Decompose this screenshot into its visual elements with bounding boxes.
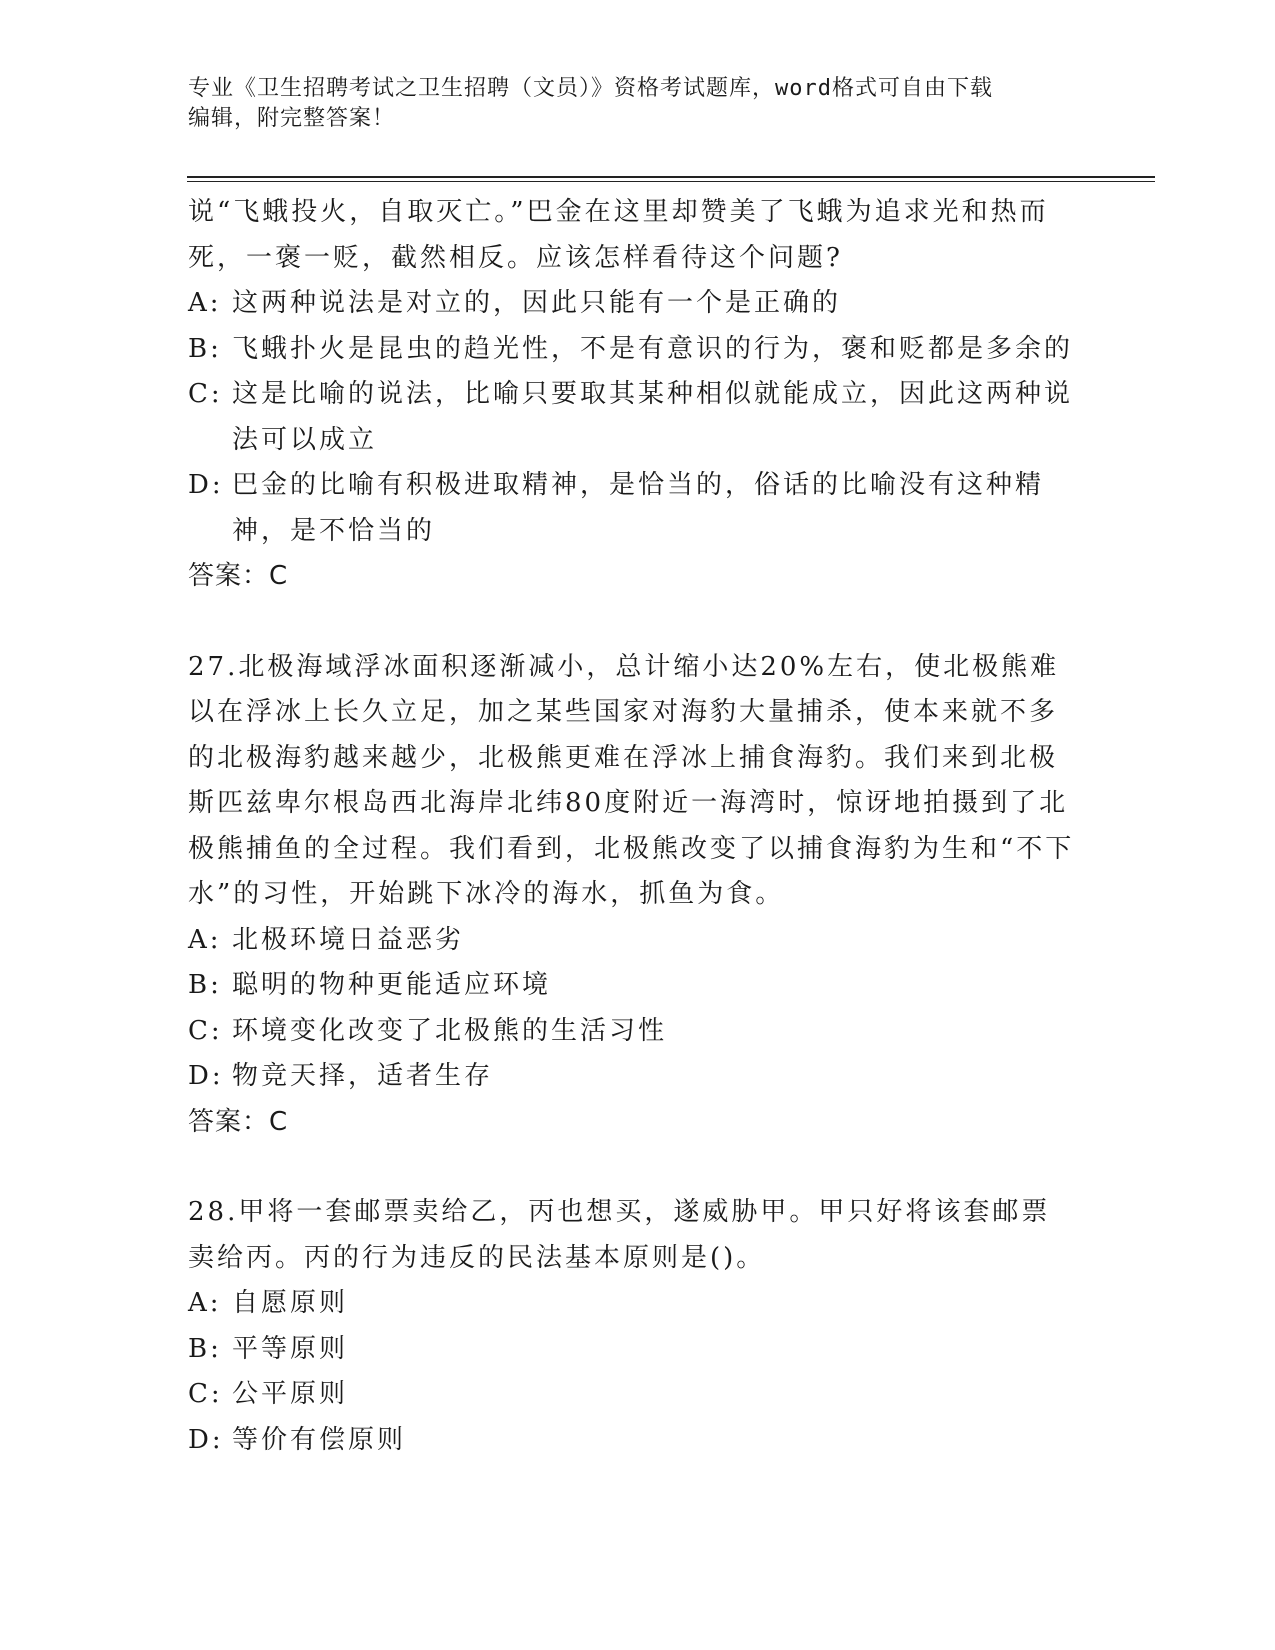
question-stem: 28.甲将一套邮票卖给乙，丙也想买，遂威胁甲。甲只好将该套邮票卖给丙。丙的行为违反的民法基本原则是()。 bbox=[188, 1197, 1051, 1273]
option-letter: B: bbox=[188, 1333, 222, 1364]
option-letter: C: bbox=[188, 1379, 223, 1409]
answer-line: 答案：C bbox=[188, 561, 289, 591]
option-a bbox=[188, 281, 1078, 327]
option-c bbox=[188, 1372, 1078, 1418]
option-d bbox=[188, 1418, 1078, 1464]
option-text: 巴金的比喻有积极进取精神，是恰当的，俗话的比喻没有这种精神，是不恰当的 bbox=[232, 470, 1045, 546]
option-text: 这两种说法是对立的，因此只能有一个是正确的 bbox=[232, 288, 842, 318]
option-text: 飞蛾扑火是昆虫的趋光性，不是有意识的行为，褒和贬都是多余的 bbox=[232, 333, 1074, 364]
option-letter: D: bbox=[188, 470, 224, 500]
option-d bbox=[188, 1054, 1078, 1100]
document-header bbox=[188, 74, 1068, 134]
option-letter: C: bbox=[188, 1015, 223, 1046]
option-b bbox=[188, 327, 1078, 373]
question-28 bbox=[188, 1190, 1078, 1463]
option-text: 聪明的物种更能适应环境 bbox=[232, 970, 552, 1000]
option-letter: A: bbox=[188, 288, 222, 318]
option-letter: B: bbox=[188, 970, 222, 1000]
option-c bbox=[188, 1009, 1078, 1055]
header-line-2: 编辑，附完整答案！ bbox=[188, 106, 396, 131]
option-letter: A: bbox=[188, 924, 222, 955]
question-stem: 说“飞蛾投火，自取灭亡。”巴金在这里却赞美了飞蛾为追求光和热而死，一褒一贬，截然相反。应该怎样看待这个问题? bbox=[188, 197, 1049, 273]
question-26 bbox=[188, 190, 1078, 600]
question-stem: 27.北极海域浮冰面积逐渐减小，总计缩小达20%左右，使北极熊难以在浮冰上长久立足，加之某些国家对海豹大量捕杀，使本来就不多的北极海豹越来越少，北极熊更难在浮冰上捕食海豹。我们来到北极斯匹兹卑尔根岛西北海岸北纬80度附近一海湾时，惊讶地拍摄到了北极熊捕鱼的全过程。我们看到，北极熊改变了以捕食海豹为生和“不下水”的习性，开始跳下冰冷的海水，抓鱼为食。 bbox=[188, 651, 1075, 909]
spacer bbox=[188, 600, 1078, 645]
question-content bbox=[188, 190, 1078, 1463]
option-text: 这是比喻的说法，比喻只要取其某种相似就能成立，因此这两种说法可以成立 bbox=[232, 379, 1074, 455]
header-divider-thin bbox=[187, 181, 1155, 182]
option-text: 北极环境日益恶劣 bbox=[232, 924, 465, 955]
spacer bbox=[188, 1145, 1078, 1190]
header-divider-thick bbox=[187, 176, 1155, 178]
option-text: 平等原则 bbox=[232, 1333, 349, 1364]
option-b bbox=[188, 1327, 1078, 1373]
question-27 bbox=[188, 645, 1078, 1146]
option-text: 物竞天择，适者生存 bbox=[232, 1061, 494, 1091]
header-line-1: 专业《卫生招聘考试之卫生招聘（文员）》资格考试题库，word格式可自由下载 bbox=[188, 76, 993, 101]
option-text: 自愿原则 bbox=[232, 1288, 349, 1318]
option-letter: C: bbox=[188, 379, 223, 409]
option-letter: B: bbox=[188, 333, 222, 364]
option-d bbox=[188, 463, 1078, 554]
option-text: 公平原则 bbox=[232, 1379, 349, 1409]
option-a bbox=[188, 1281, 1078, 1327]
option-letter: D: bbox=[188, 1424, 224, 1455]
option-a bbox=[188, 918, 1078, 964]
option-letter: A: bbox=[188, 1288, 222, 1318]
answer-line: 答案：C bbox=[188, 1106, 289, 1137]
option-text: 等价有偿原则 bbox=[232, 1424, 407, 1455]
option-c bbox=[188, 372, 1078, 463]
option-b bbox=[188, 963, 1078, 1009]
option-text: 环境变化改变了北极熊的生活习性 bbox=[232, 1015, 668, 1046]
option-letter: D: bbox=[188, 1061, 224, 1091]
